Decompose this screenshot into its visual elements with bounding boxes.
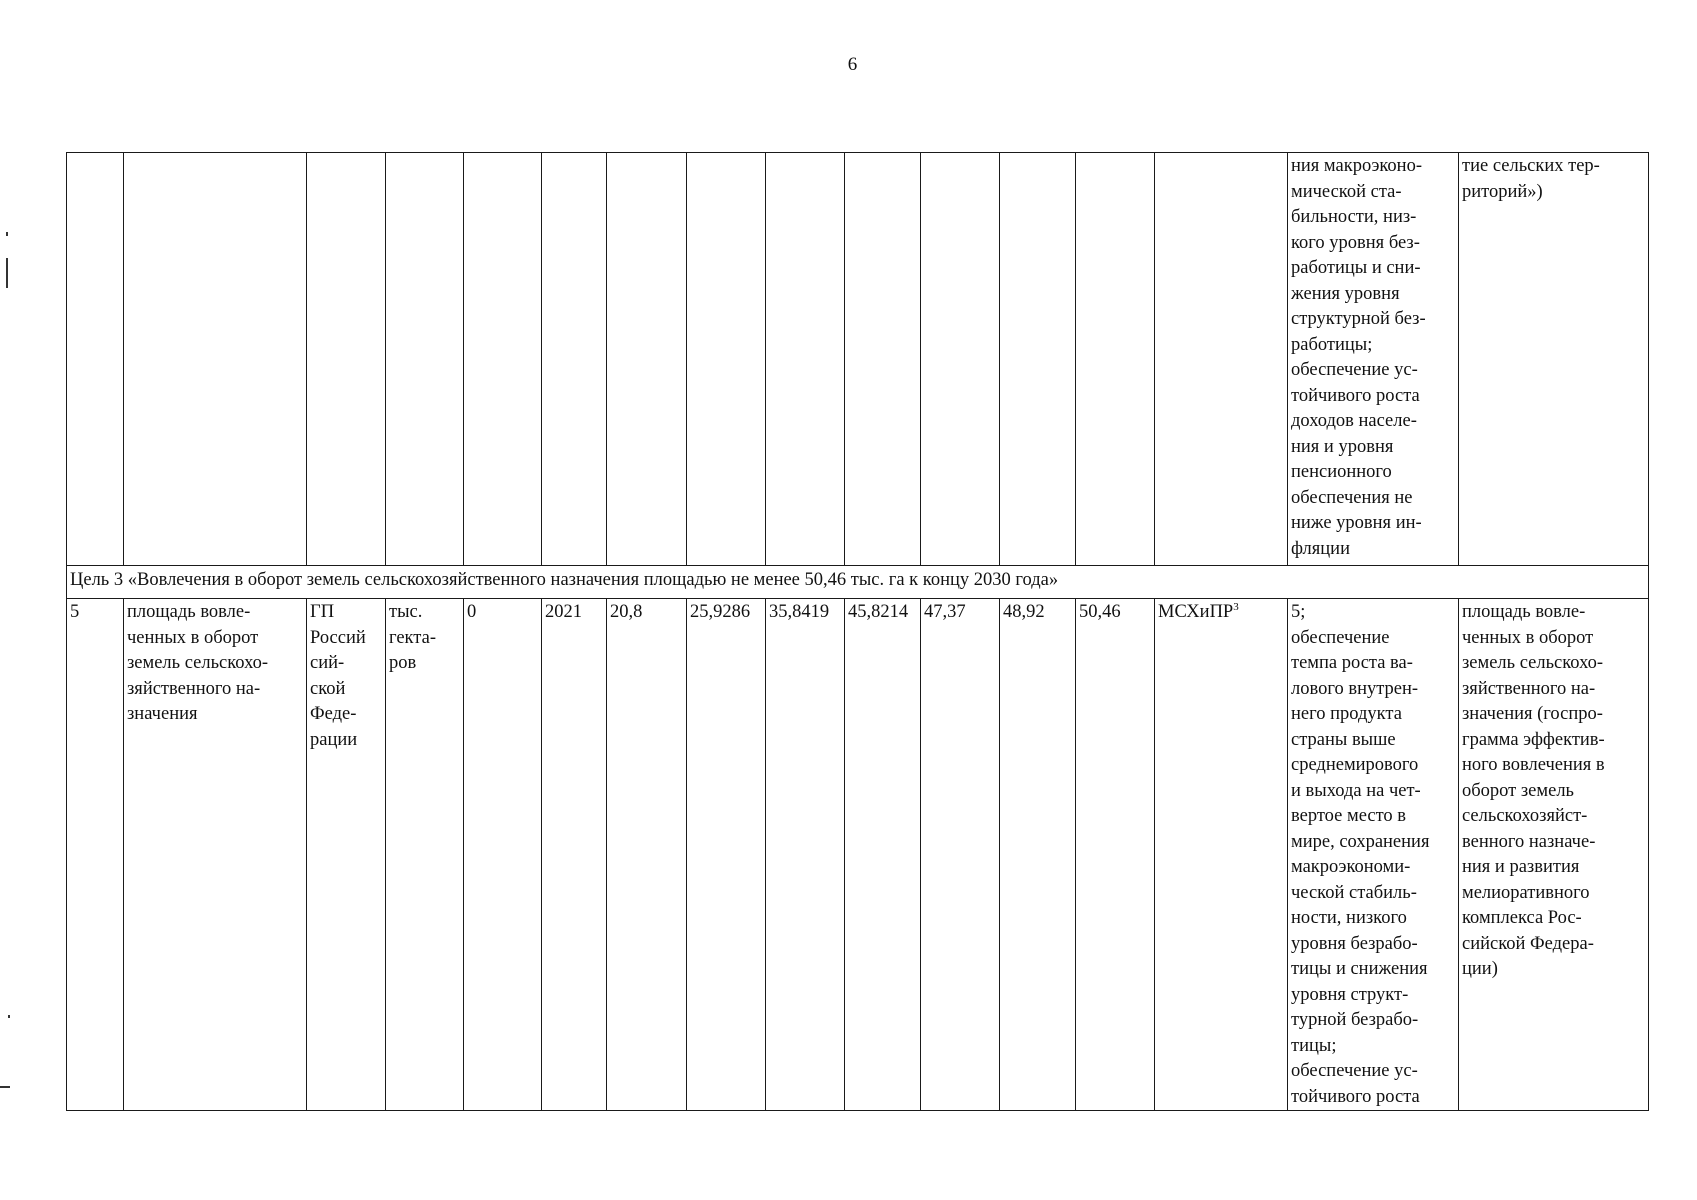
- indicator-value: 47,37: [921, 599, 1000, 1111]
- table-cell: [687, 153, 766, 566]
- table-cell: [307, 153, 386, 566]
- table-cell: [766, 153, 845, 566]
- responsible-name: МСХиПР: [1158, 602, 1234, 622]
- indicator-name: площадь вовле- ченных в оборот земель сельскохо- зяйственного на- значения: [124, 599, 307, 1111]
- table-row-indicator: [67, 599, 1649, 1111]
- goal-title: Цель 3 «Вовлечения в оборот земель сельскохозяйственного назначения площадью не менее 50,46 тыс. га к концу 2030 года»: [67, 566, 1649, 599]
- indicator-value: 25,9286: [687, 599, 766, 1111]
- indicator-value: 20,8: [607, 599, 687, 1111]
- footnote-mark: 3: [1233, 600, 1239, 613]
- table-cell: [1076, 153, 1155, 566]
- table-cell: [1155, 153, 1288, 566]
- national-goals-link-cell: ния макроэконо- мической ста- бильности, низ- кого уровня без- работицы и сни- жения уровня структурной без- работицы; обеспечение ус- тойчивого роста доходов населе- ния и уровня пенсионного обеспечения не ниже уровня ин- фляции: [1288, 153, 1459, 566]
- table-cell: [607, 153, 687, 566]
- indicator-value: 45,8214: [845, 599, 921, 1111]
- scan-margin-mark: [8, 1015, 10, 1018]
- table-cell: [1000, 153, 1076, 566]
- scan-margin-mark: [6, 232, 8, 236]
- table-row-goal: [67, 566, 1649, 599]
- indicator-unit: тыс. гекта- ров: [386, 599, 464, 1111]
- responsible-body: [1155, 599, 1288, 1111]
- table-cell: [464, 153, 542, 566]
- table-row-continuation: [67, 153, 1649, 566]
- table-cell: [124, 153, 307, 566]
- indicator-number: 5: [67, 599, 124, 1111]
- scan-margin-mark: [6, 258, 8, 288]
- programs-link-cell: тие сельских тер- риторий»): [1459, 153, 1649, 566]
- page-number: 6: [847, 54, 858, 75]
- indicator-value: 48,92: [1000, 599, 1076, 1111]
- table-cell: [67, 153, 124, 566]
- scan-margin-mark: [0, 1086, 10, 1088]
- table-cell: [845, 153, 921, 566]
- table-cell: [921, 153, 1000, 566]
- indicator-value: 35,8419: [766, 599, 845, 1111]
- table-cell: [386, 153, 464, 566]
- national-goals-link-cell: 5; обеспечение темпа роста ва- лового внутрен- него продукта страны выше среднемирового и выхода на чет- вертое место в мире, сохранения макроэкономи- ческой стабиль- ности, низкого уровня безрабо- тицы и снижения уровня структ- турной безрабо- тицы; обеспечение ус- тойчивого роста: [1288, 599, 1459, 1111]
- indicator-value: 50,46: [1076, 599, 1155, 1111]
- programs-link-cell: площадь вовле- ченных в оборот земель сельскохо- зяйственного на- значения (госпро- грамма эффектив- ного вовлечения в оборот земель сельскохозяйст- венного назначе- ния и развития мелиоративного комплекса Рос- сийской Федера- ции): [1459, 599, 1649, 1111]
- indicator-level: ГП Россий сий- ской Феде- рации: [307, 599, 386, 1111]
- base-value: 0: [464, 599, 542, 1111]
- indicators-table: [66, 152, 1649, 1111]
- base-year: 2021: [542, 599, 607, 1111]
- table-cell: [542, 153, 607, 566]
